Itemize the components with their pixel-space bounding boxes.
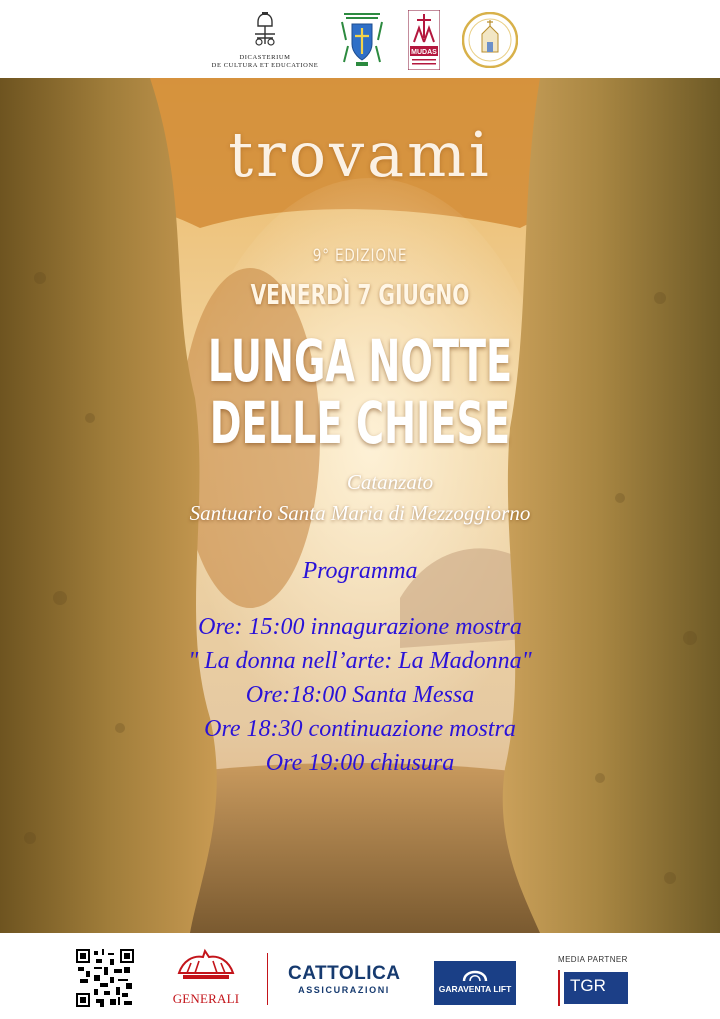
garaventa-arch-icon [434,961,516,983]
program-item: Ore 18:30 continuazione mostra [204,716,516,742]
tgr-label: TGR [570,976,606,995]
event-name-line1: LUNGA NOTTE [207,327,513,395]
edition-label: 9° EDIZIONE [312,246,408,266]
mudas-cross-icon [408,10,440,70]
brand-title: trovami [228,118,492,191]
event-venue: Santuario Santa Maria di Mezzoggiorno [189,501,531,525]
dicasterium-line2: DE CULTURA ET EDUCATIONE [211,62,319,69]
program-item: " La donna nell’arte: La Madonna" [188,648,532,674]
winged-lion-icon [175,947,237,983]
papal-emblem-icon [250,12,280,46]
program-list [0,610,720,780]
media-partner-caption: MEDIA PARTNER [558,955,628,964]
generali-logo [168,947,244,1011]
garaventa-logo [434,961,516,1005]
cattolica-logo [288,963,400,995]
cattolica-sublabel: ASSICURAZIONI [298,985,390,995]
dicasterium-logo [200,12,330,72]
qr-code-icon[interactable] [76,949,134,1007]
bishop-coat-of-arms-icon [340,10,384,68]
bottom-sponsor-band [0,933,720,1019]
garaventa-label: GARAVENTA LIFT [438,984,512,994]
event-name-line2: DELLE CHIESE [209,389,511,457]
program-item: Ore: 15:00 innagurazione mostra [198,614,522,640]
cattolica-label: CATTOLICA [288,963,401,984]
tgr-logo [558,970,628,1006]
mudas-logo [408,10,440,70]
media-partner [558,955,638,1006]
generali-label: GENERALI [172,991,240,1006]
event-date: VENERDÌ 7 GIUGNO [250,278,470,311]
program-title: Programma [302,558,418,584]
dicasterium-line1: DICASTERIUM [239,54,291,61]
sanctuary-seal-icon [462,12,518,68]
mudas-label: MUDAS [411,49,437,56]
sponsor-divider [267,953,268,1005]
event-name [122,327,597,457]
program-item: Ore:18:00 Santa Messa [245,682,475,708]
program-item: Ore 19:00 chiusura [265,750,455,776]
event-city: Catanzato [346,470,434,494]
top-sponsor-band [0,0,720,78]
tgr-accent-bar [558,970,560,1006]
poster-hero [0,78,720,933]
